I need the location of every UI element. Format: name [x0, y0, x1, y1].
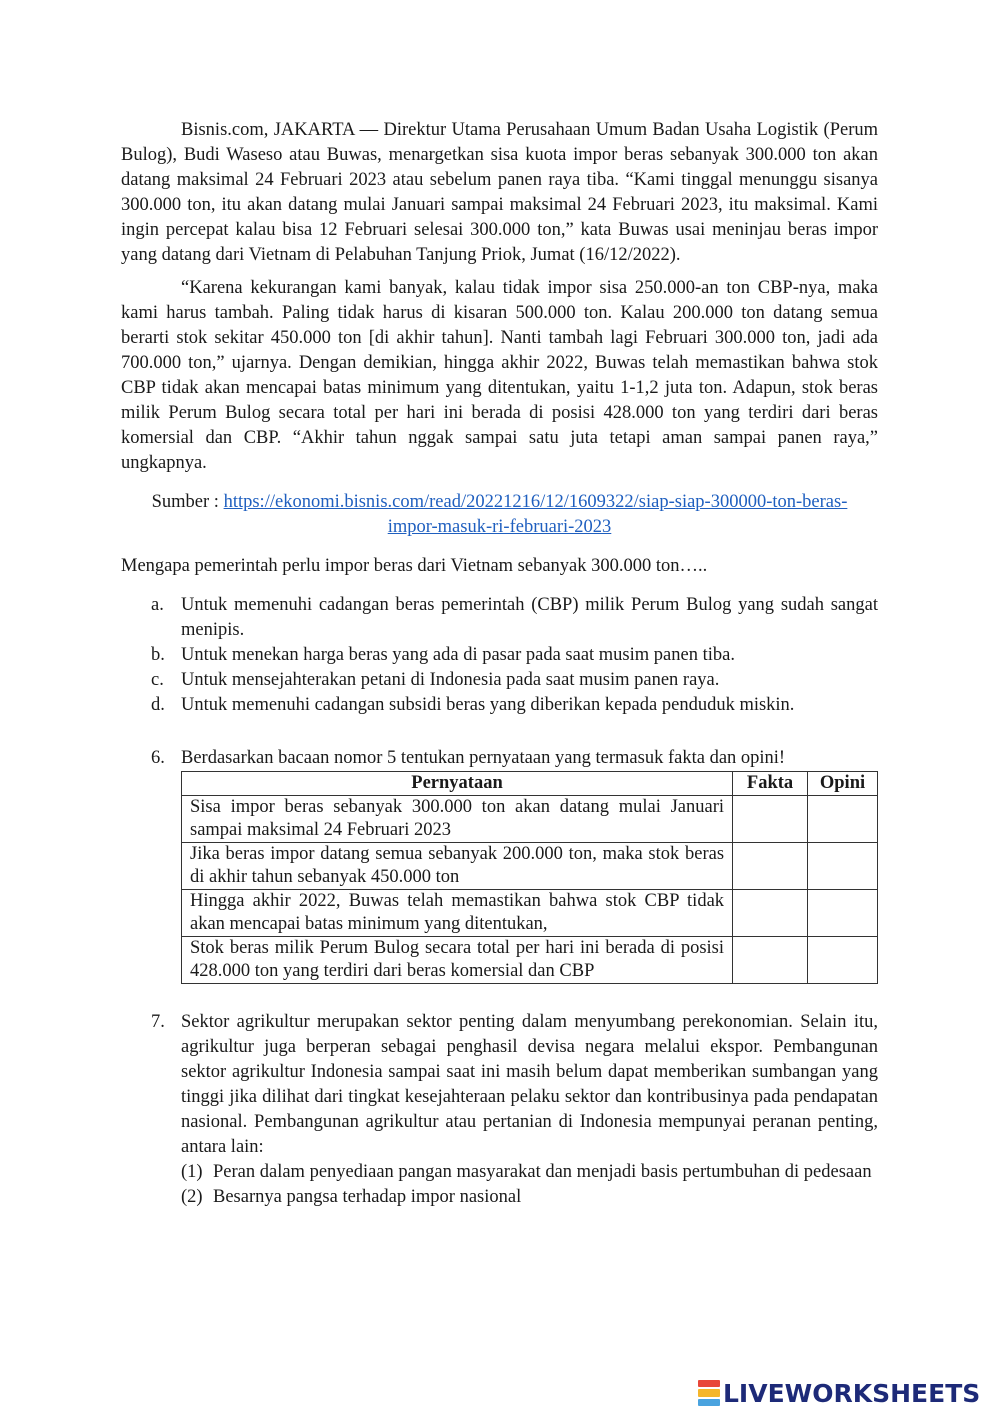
fact-answer-cell[interactable] — [733, 843, 808, 890]
list-item — [181, 1160, 878, 1185]
option-text: Untuk mensejahterakan petani di Indonesia pada saat musim panen raya. — [181, 670, 720, 690]
table-row — [182, 843, 878, 890]
option-marker: b. — [151, 645, 165, 665]
option-marker: a. — [151, 595, 164, 615]
item-marker: (2) — [181, 1187, 203, 1207]
opinion-answer-cell[interactable] — [808, 843, 878, 890]
question-5-text: Mengapa pemerintah perlu impor beras dari Vietnam sebanyak 300.000 ton….. — [121, 556, 708, 576]
option-marker: d. — [151, 695, 165, 715]
header-fact: Fakta — [733, 772, 808, 796]
source-label: Sumber : — [151, 492, 224, 512]
opinion-answer-cell[interactable] — [808, 890, 878, 937]
fact-opinion-table — [181, 771, 878, 984]
option-b[interactable] — [151, 643, 878, 668]
watermark-text: LIVEWORKSHEETS — [723, 1378, 981, 1408]
table-row — [182, 890, 878, 937]
option-text: Untuk memenuhi cadangan subsidi beras yang diberikan kepada penduduk miskin. — [181, 695, 795, 715]
article-paragraph-2: “Karena kekurangan kami banyak, kalau tidak impor sisa 250.000-an ton CBP-nya, maka kami harus tambah. Paling tidak harus di kisaran 500.000 ton. Kalau 200.000 ton datang semua berarti stok sekitar 450.000 ton [di akhir tahun]. Nanti tambah lagi Februari 300.000 ton, jadi ada 700.000 ton,” ujarnya. Dengan demikian, hingga akhir 2022, Buwas telah memastikan bahwa stok CBP tidak akan mencapai batas minimum yang ditentukan, yaitu 1-1,2 juta ton. Adapun, stok beras milik Perum Bulog secara total per hari ini berada di posisi 428.000 ton yang terdiri dari beras komersial dan CBP. “Akhir tahun nggak sampai satu juta tetapi aman sampai panen raya,” ungkapnya. — [121, 278, 878, 473]
table-row — [182, 796, 878, 843]
question-7-number: 7. — [151, 1012, 165, 1032]
table-header-row — [182, 772, 878, 796]
item-marker: (1) — [181, 1162, 203, 1182]
list-item — [181, 1185, 878, 1210]
option-a[interactable] — [151, 593, 878, 643]
statement-cell: Stok beras milik Perum Bulog secara total per hari ini berada di posisi 428.000 ton yang terdiri dari beras komersial dan CBP — [182, 937, 733, 984]
statement-cell: Jika beras impor datang semua sebanyak 200.000 ton, maka stok beras di akhir tahun sebanyak 450.000 ton — [182, 843, 733, 890]
question-6-text: Berdasarkan bacaan nomor 5 tentukan pernyataan yang termasuk fakta dan opini! — [181, 748, 786, 768]
question-6-number: 6. — [151, 748, 165, 768]
option-c[interactable] — [151, 668, 878, 693]
fact-answer-cell[interactable] — [733, 890, 808, 937]
header-opinion: Opini — [808, 772, 878, 796]
fact-answer-cell[interactable] — [733, 796, 808, 843]
option-text: Untuk menekan harga beras yang ada di pasar pada saat musim panen tiba. — [181, 645, 735, 665]
article-source — [121, 490, 878, 540]
liveworksheets-logo-icon — [698, 1380, 720, 1406]
question-5-options — [151, 593, 878, 718]
source-url-line-1: https://ekonomi.bisnis.com/read/20221216/12/1609322/siap-siap-300000-ton-beras- — [223, 492, 848, 512]
statement-cell: Hingga akhir 2022, Buwas telah memastikan bahwa stok CBP tidak akan mencapai batas minimum yang ditentukan, — [182, 890, 733, 937]
item-text: Peran dalam penyediaan pangan masyarakat dan menjadi basis pertumbuhan di pedesaan — [213, 1162, 872, 1182]
option-text: Untuk memenuhi cadangan beras pemerintah (CBP) milik Perum Bulog yang sudah sangat menipis. — [181, 595, 878, 640]
option-marker: c. — [151, 670, 164, 690]
question-7-items — [181, 1160, 878, 1210]
liveworksheets-watermark — [698, 1377, 980, 1409]
question-6 — [121, 746, 878, 771]
fact-answer-cell[interactable] — [733, 937, 808, 984]
option-d[interactable] — [151, 693, 878, 718]
worksheet-content — [121, 118, 878, 1210]
item-text: Besarnya pangsa terhadap impor nasional — [213, 1187, 522, 1207]
question-7 — [121, 1010, 878, 1160]
table-row — [182, 937, 878, 984]
opinion-answer-cell[interactable] — [808, 796, 878, 843]
source-url-line-2: impor-masuk-ri-februari-2023 — [387, 517, 612, 537]
article-paragraph-1: Bisnis.com, JAKARTA — Direktur Utama Perusahaan Umum Badan Usaha Logistik (Perum Bulog), Budi Waseso atau Buwas, menargetkan sisa kuota impor beras sebanyak 300.000 ton akan datang maksimal 24 Februari 2023 atau sebelum panen raya tiba. “Kami tinggal menunggu sisanya 300.000 ton, itu akan datang mulai Januari sampai maksimal 24 Februari 2023, itu maksimal. Kami ingin percepat kalau bisa 12 Februari selesai 300.000 ton,” kata Buwas usai meninjau beras impor yang datang dari Vietnam di Pelabuhan Tanjung Priok, Jumat (16/12/2022). — [121, 120, 878, 265]
question-7-text: Sektor agrikultur merupakan sektor penting dalam menyumbang perekonomian. Selain itu, agrikultur juga berperan sebagai penghasil devisa negara melalui ekspor. Pembangunan sektor agrikultur Indonesia sampai saat ini masih belum dapat memberikan sumbangan yang tinggi jika dilihat dari tingkat kesejahteraan pelaku sektor dan kontribusinya pada pendapatan nasional. Pembangunan agrikultur atau pertanian di Indonesia mempunyai peranan penting, antara lain: — [181, 1012, 878, 1157]
statement-cell: Sisa impor beras sebanyak 300.000 ton akan datang mulai Januari sampai maksimal 24 Februari 2023 — [182, 796, 733, 843]
header-statement: Pernyataan — [182, 772, 733, 796]
source-link[interactable] — [224, 492, 848, 537]
opinion-answer-cell[interactable] — [808, 937, 878, 984]
